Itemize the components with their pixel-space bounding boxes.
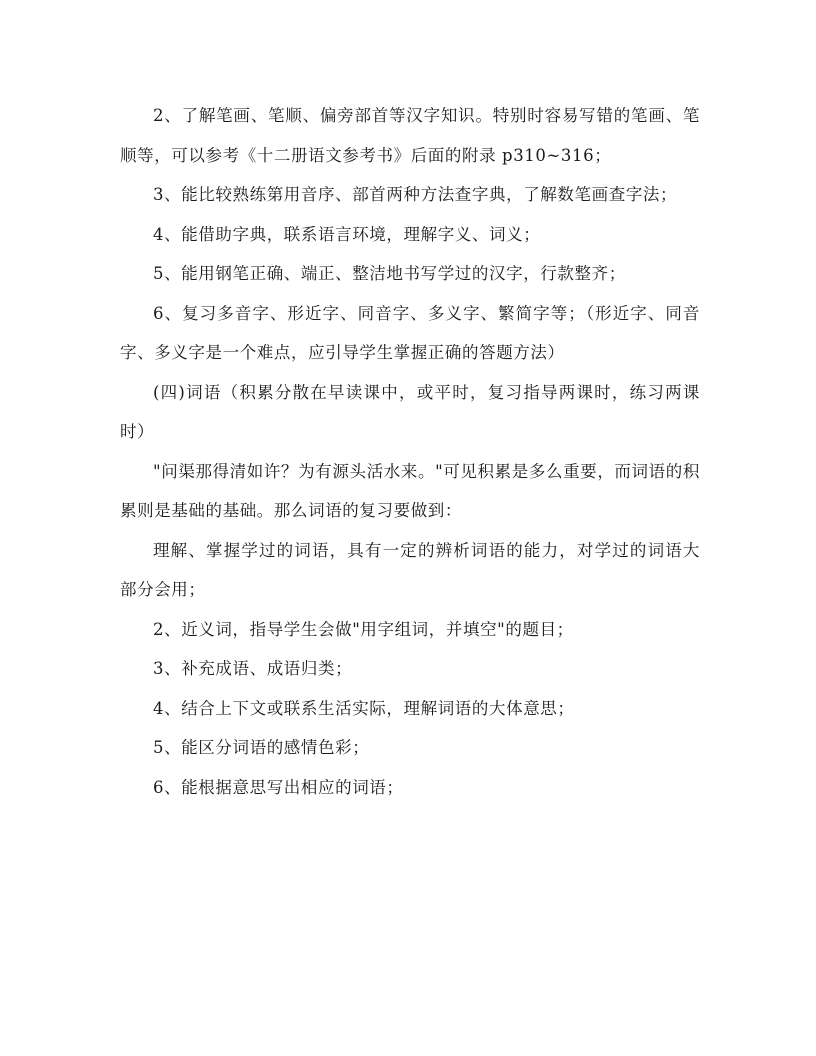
paragraph-context-meaning: 4、结合上下文或联系生活实际，理解词语的大体意思；: [153, 698, 575, 718]
section-heading-vocabulary: (四)词语（积累分散在早读课中，或平时，复习指导两课时，练习两课时）: [120, 382, 700, 441]
paragraph-polyphonic-review: 6、复习多音字、形近字、同音字、多义字、繁简字等；（形近字、同音字、多义字是一个难点，应引导学生掌握正确的答题方法）: [120, 303, 700, 362]
paragraph-character-knowledge: 2、了解笔画、笔顺、偏旁部首等汉字知识。特别时容易写错的笔画、笔顺等，可以参考《十二册语文参考书》后面的附录 p310~316；: [120, 106, 700, 165]
paragraph-word-meaning: 4、能借助字典，联系语言环境，理解字义、词义；: [153, 224, 541, 244]
document-body: [120, 96, 700, 807]
paragraph-understand-words: 理解、掌握学过的词语，具有一定的辨析词语的能力，对学过的词语大部分会用；: [120, 540, 700, 599]
paragraph-emotional-color: 5、能区分词语的感情色彩；: [153, 738, 370, 757]
paragraph-handwriting: 5、能用钢笔正确、端正、整洁地书写学过的汉字，行款整齐；: [153, 264, 626, 283]
paragraph-dictionary-lookup: 3、能比较熟练第用音序、部首两种方法查字典，了解数笔画查字法；: [153, 185, 678, 204]
paragraph-poem-quote: "问渠那得清如许？为有源头活水来。"可见积累是多么重要，而词语的积累则是基础的基础。那么词语的复习要做到：: [120, 461, 700, 520]
paragraph-idioms: 3、补充成语、成语归类；: [153, 659, 353, 678]
paragraph-write-words: 6、能根据意思写出相应的词语；: [153, 777, 404, 797]
paragraph-synonyms: 2、近义词，指导学生会做"用字组词，并填空"的题目；: [153, 619, 574, 639]
